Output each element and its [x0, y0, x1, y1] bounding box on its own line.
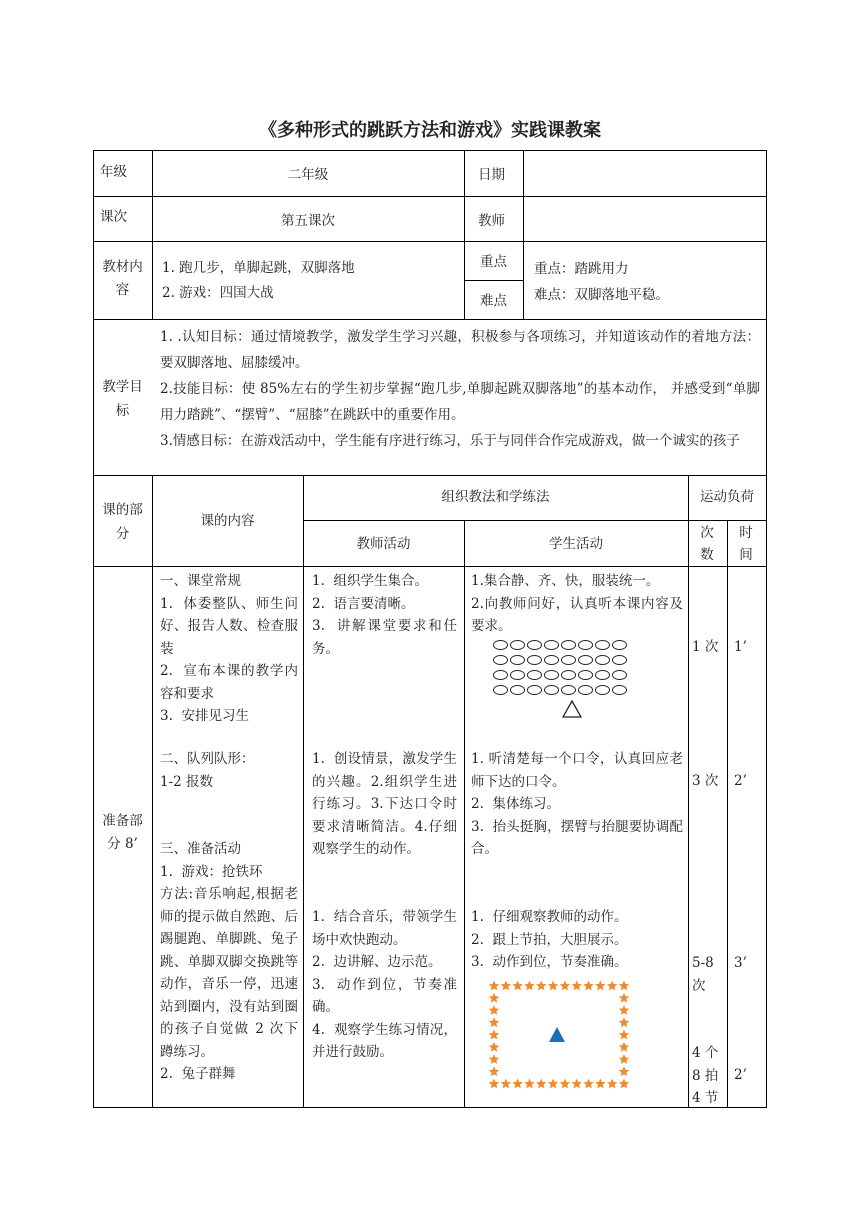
star-mark	[489, 1017, 499, 1027]
content-header: 课的内容	[200, 513, 255, 529]
star-mark	[489, 1066, 499, 1076]
count-1: 1 次	[692, 639, 719, 655]
key-value: 重点：踏跳用力	[534, 261, 629, 277]
star-mark	[619, 993, 629, 1003]
content-block-1: 一、课堂常规 1. 体委整队、师生问好、报告人数、检查服装 2. 宣布本课的教学内容和要求 3. 安排见习生	[160, 573, 298, 724]
time-4: 2’	[734, 1067, 747, 1083]
star-mark	[512, 981, 523, 991]
objective-2: 2.技能目标：使 85%左右的学生初步掌握“跑几步,单脚起跳双脚落地”的基本动作， 并感受到“单脚用力踏跳”、“摆臂”、“屈膝”在跳跃中的重要作用。	[160, 381, 760, 423]
section-part-label: 准备部分 8’	[102, 813, 143, 852]
star-mark	[619, 1066, 629, 1076]
teacher-activity-header: 教师活动	[356, 536, 411, 552]
grade-value: 二年级	[287, 167, 329, 183]
star-mark	[619, 1079, 629, 1089]
date-label: 日期	[478, 167, 505, 183]
teacher-triangle-blue-icon	[548, 1026, 566, 1044]
star-mark	[489, 1042, 499, 1052]
load-header: 运动负荷	[700, 489, 754, 505]
star-mark	[489, 993, 499, 1003]
star-mark	[548, 1079, 558, 1089]
time-1: 1’	[734, 639, 747, 655]
star-mark	[595, 981, 606, 991]
star-mark	[489, 1030, 499, 1040]
time-header: 时间	[739, 525, 753, 563]
student-block-2: 1. 听清楚每一个口令，认真回应老师下达的口令。 2. 集体练习。 3. 抬头挺胸，摆臂与抬腿要协调配合。	[471, 751, 683, 857]
count-2: 3 次	[692, 773, 719, 789]
star-mark	[489, 1054, 499, 1064]
star-mark	[489, 1005, 499, 1015]
star-mark	[536, 981, 547, 991]
objective-1: 1. .认知目标：通过情境教学，激发学生学习兴趣，积极参与各项练习，并知道该动作的着地方法：要双脚落地、屈膝缓冲。	[160, 329, 760, 371]
star-mark	[536, 1079, 547, 1089]
star-mark	[524, 981, 535, 991]
content-line-1: 1. 跑几步，单脚起跳，双脚落地	[162, 260, 355, 276]
star-mark	[501, 981, 511, 991]
star-mark	[512, 1079, 523, 1089]
objective-3: 3.情感目标：在游戏活动中，学生能有序进行练习，乐于与同伴合作完成游戏，做一个诚实的孩子	[160, 433, 740, 449]
difficult-label: 难点	[480, 293, 507, 309]
teacher-block-3: 1. 结合音乐，带领学生场中欢快跑动。 2. 边讲解、边示范。 3. 动作到位，节奏准确。 4. 观察学生练习情况，并进行鼓励。	[312, 909, 457, 1060]
star-mark	[524, 1079, 535, 1089]
lesson-value: 第五课次	[281, 213, 335, 229]
lesson-label: 课次	[100, 209, 127, 225]
methods-header: 组织教法和学练法	[441, 489, 550, 505]
teacher-label: 教师	[478, 213, 505, 229]
teacher-block-1: 1. 组织学生集合。 2. 语言要清晰。 3. 讲解课堂要求和任务。	[312, 573, 457, 657]
star-mark	[619, 1042, 629, 1052]
student-activity-header: 学生活动	[549, 536, 603, 552]
star-mark	[548, 981, 558, 991]
student-block-1: 1.集合静、齐、快，服装统一。 2.向教师问好，认真听本课内容及要求。	[471, 573, 683, 634]
teacher-block-2: 1. 创设情景，激发学生的兴趣。2.组织学生进行练习。3.下达口令时要求清晰简洁。4.仔细观察学生的动作。	[312, 751, 457, 857]
student-formation-ovals	[493, 640, 629, 695]
content-block-2: 二、队列队形： 1-2 报数	[160, 751, 255, 790]
star-mark	[595, 1079, 606, 1089]
count-3: 5-8次	[692, 955, 714, 994]
star-mark	[572, 1079, 583, 1089]
star-mark	[607, 981, 617, 991]
time-2: 2’	[734, 773, 747, 789]
count-header: 次数	[700, 525, 714, 563]
star-mark	[619, 1054, 629, 1064]
star-mark	[560, 981, 570, 991]
star-mark	[619, 1030, 629, 1040]
star-mark	[607, 1079, 617, 1089]
content-block-3: 三、准备活动 1. 游戏：抢铁环 方法:音乐响起,根据老师的提示做自然跑、后踢腿跑、单脚跳、兔子跳、单脚双脚交换跳等动作，音乐一停，迅速站到圈内，没有站到圈的孩子自觉做 2 次下蹲练习。 2. 兔子群舞	[160, 841, 298, 1082]
page-title: 《多种形式的跳跃方法和游戏》实践课教案	[259, 120, 601, 141]
teacher-triangle-icon	[562, 700, 582, 718]
star-mark	[572, 981, 583, 991]
grade-label: 年级	[100, 164, 127, 180]
star-mark	[560, 1079, 570, 1089]
star-mark	[619, 1005, 629, 1015]
objectives-label: 教学目标	[102, 379, 143, 419]
count-4: 4 个8 拍4 节	[692, 1045, 719, 1106]
star-mark	[619, 981, 629, 991]
star-mark	[619, 1017, 629, 1027]
star-mark	[501, 1079, 511, 1089]
time-3: 3’	[734, 955, 747, 971]
star-mark	[489, 1079, 499, 1089]
student-block-3: 1. 仔细观察教师的动作。 2. 跟上节拍，大胆展示。 3. 动作到位，节奏准确。	[471, 909, 628, 970]
star-mark	[489, 981, 499, 991]
content-label: 教材内容	[102, 259, 143, 298]
key-label: 重点	[480, 254, 507, 270]
star-mark	[583, 981, 594, 991]
star-mark	[583, 1079, 594, 1089]
content-line-2: 2. 游戏：四国大战	[162, 285, 274, 301]
part-header: 课的部分	[102, 502, 143, 542]
difficult-value: 难点：双脚落地平稳。	[534, 287, 669, 303]
